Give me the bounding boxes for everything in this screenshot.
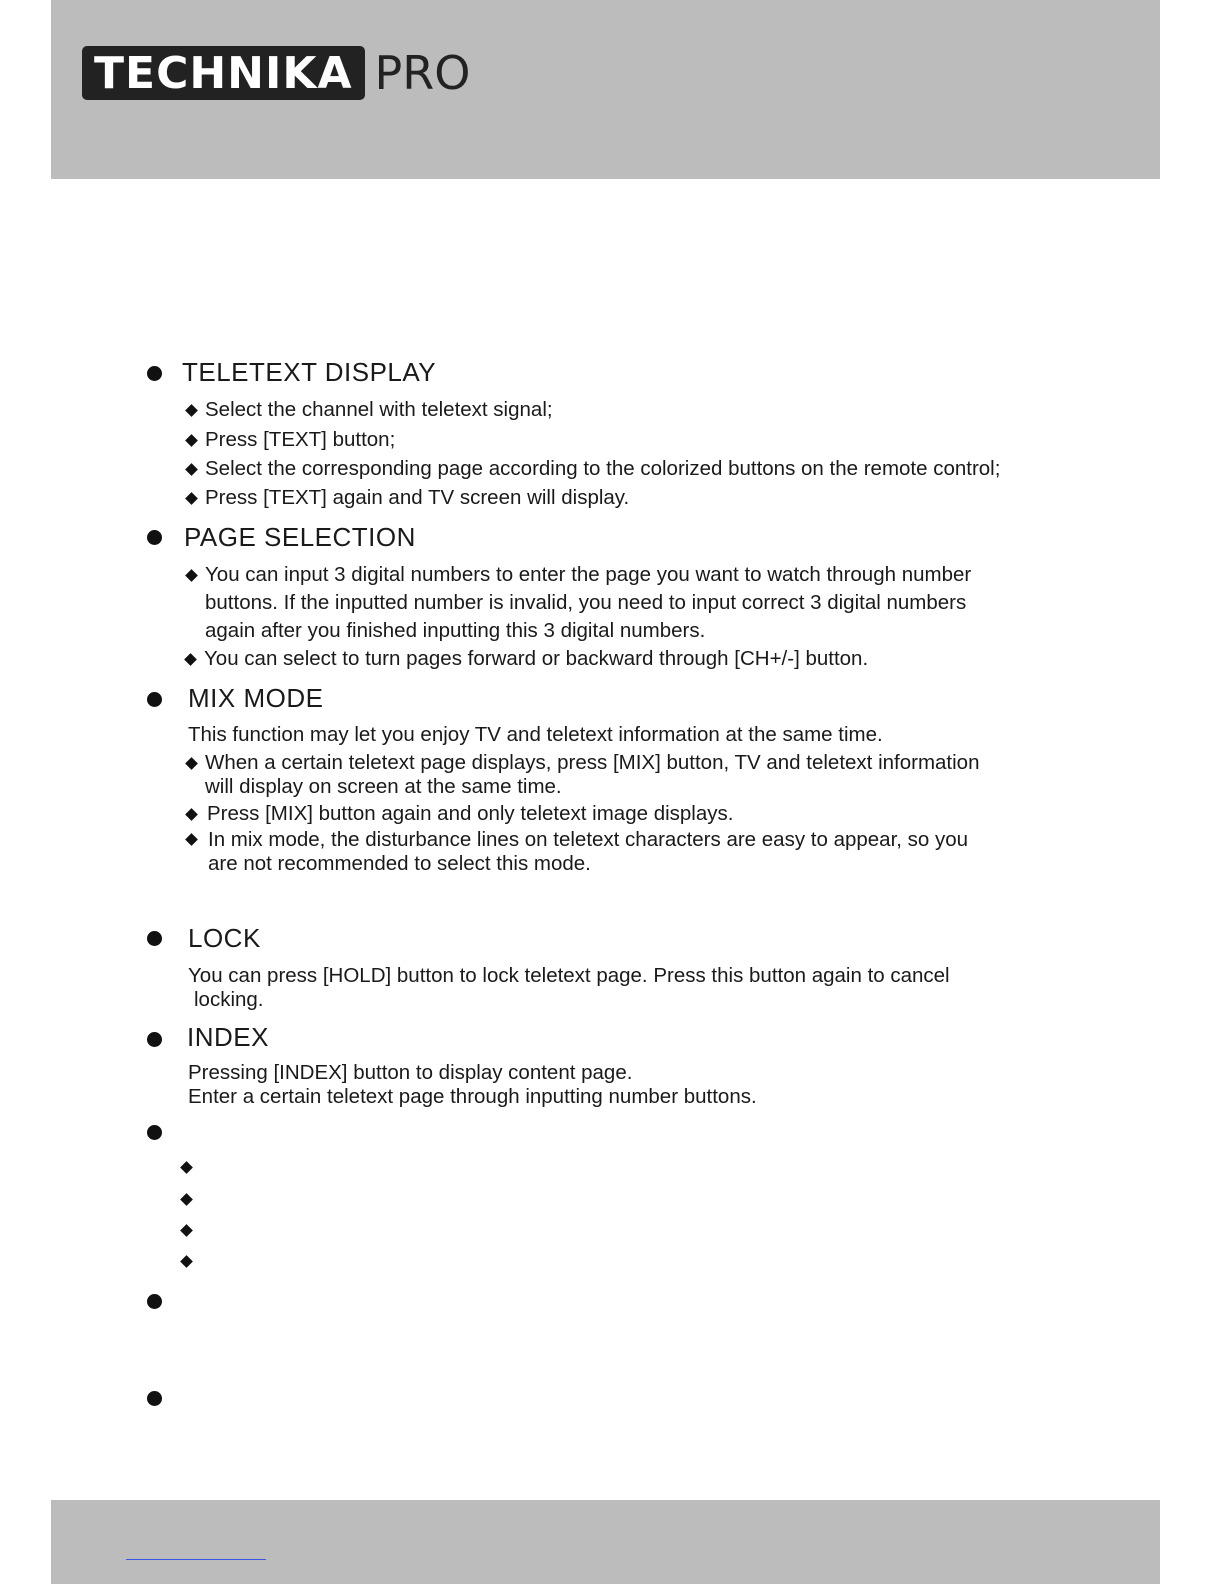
section-title-mix-mode: MIX MODE — [188, 683, 324, 713]
diamond-bullet-icon — [180, 1224, 193, 1237]
diamond-bullet-icon — [180, 1255, 193, 1268]
mix-mode-line: will display on screen at the same time. — [205, 775, 562, 798]
page-selection-line: buttons. If the inputted number is invalid, you need to input correct 3 digital numbers — [205, 591, 967, 614]
section-title-teletext: TELETEXT DISPLAY — [182, 357, 437, 387]
teletext-step-4: Press [TEXT] again and TV screen will display. — [205, 486, 630, 509]
page-selection-line: again after you finished inputting this 3 digital numbers. — [205, 619, 706, 642]
mix-mode-line: are not recommended to select this mode. — [208, 852, 591, 875]
page-selection-bullet-2: You can select to turn pages forward or backward through [CH+/-] button. — [204, 647, 869, 670]
mix-mode-line: In mix mode, the disturbance lines on teletext characters are easy to appear, so you — [208, 828, 969, 851]
teletext-step-3: Select the corresponding page according to the colorized buttons on the remote control; — [205, 457, 1001, 480]
diamond-bullet-icon — [185, 833, 198, 846]
logo-suffix: PRO — [374, 46, 471, 100]
footer-link-underline — [126, 1559, 266, 1560]
diamond-bullet-icon — [185, 434, 198, 447]
diamond-bullet-icon — [180, 1193, 193, 1206]
section-bullet-icon — [147, 1032, 162, 1047]
teletext-step-2: Press [TEXT] button; — [205, 428, 396, 451]
mix-mode-intro: This function may let you enjoy TV and teletext information at the same time. — [188, 723, 883, 746]
brand-logo — [82, 46, 470, 100]
diamond-bullet-icon — [185, 569, 198, 582]
section-title-page-selection: PAGE SELECTION — [184, 522, 416, 552]
section-bullet-icon — [147, 1294, 162, 1309]
diamond-bullet-icon — [185, 463, 198, 476]
section-title-lock: LOCK — [188, 923, 261, 953]
section-bullet-icon — [147, 692, 162, 707]
mix-mode-line: When a certain teletext page displays, press [MIX] button, TV and teletext information — [205, 751, 980, 774]
index-line: Pressing [INDEX] button to display content page. — [188, 1061, 633, 1084]
logo-main: TECHNIKA — [82, 46, 365, 100]
diamond-bullet-icon — [185, 492, 198, 505]
section-bullet-icon — [147, 530, 162, 545]
diamond-bullet-icon — [185, 404, 198, 417]
lock-line: You can press [HOLD] button to lock teletext page. Press this button again to cancel — [188, 964, 950, 987]
diamond-bullet-icon — [184, 653, 197, 666]
diamond-bullet-icon — [180, 1161, 193, 1174]
index-line: Enter a certain teletext page through inputting number buttons. — [188, 1085, 757, 1108]
section-bullet-icon — [147, 1391, 162, 1406]
diamond-bullet-icon — [185, 757, 198, 770]
lock-line: locking. — [194, 988, 264, 1011]
diamond-bullet-icon — [185, 808, 198, 821]
section-bullet-icon — [147, 1125, 162, 1140]
teletext-step-1: Select the channel with teletext signal; — [205, 398, 553, 421]
page-selection-line: You can input 3 digital numbers to enter the page you want to watch through number — [205, 563, 972, 586]
section-bullet-icon — [147, 366, 162, 381]
mix-mode-bullet-2: Press [MIX] button again and only teletext image displays. — [207, 802, 734, 825]
section-title-index: INDEX — [187, 1022, 269, 1052]
footer-band — [51, 1500, 1160, 1584]
section-bullet-icon — [147, 931, 162, 946]
